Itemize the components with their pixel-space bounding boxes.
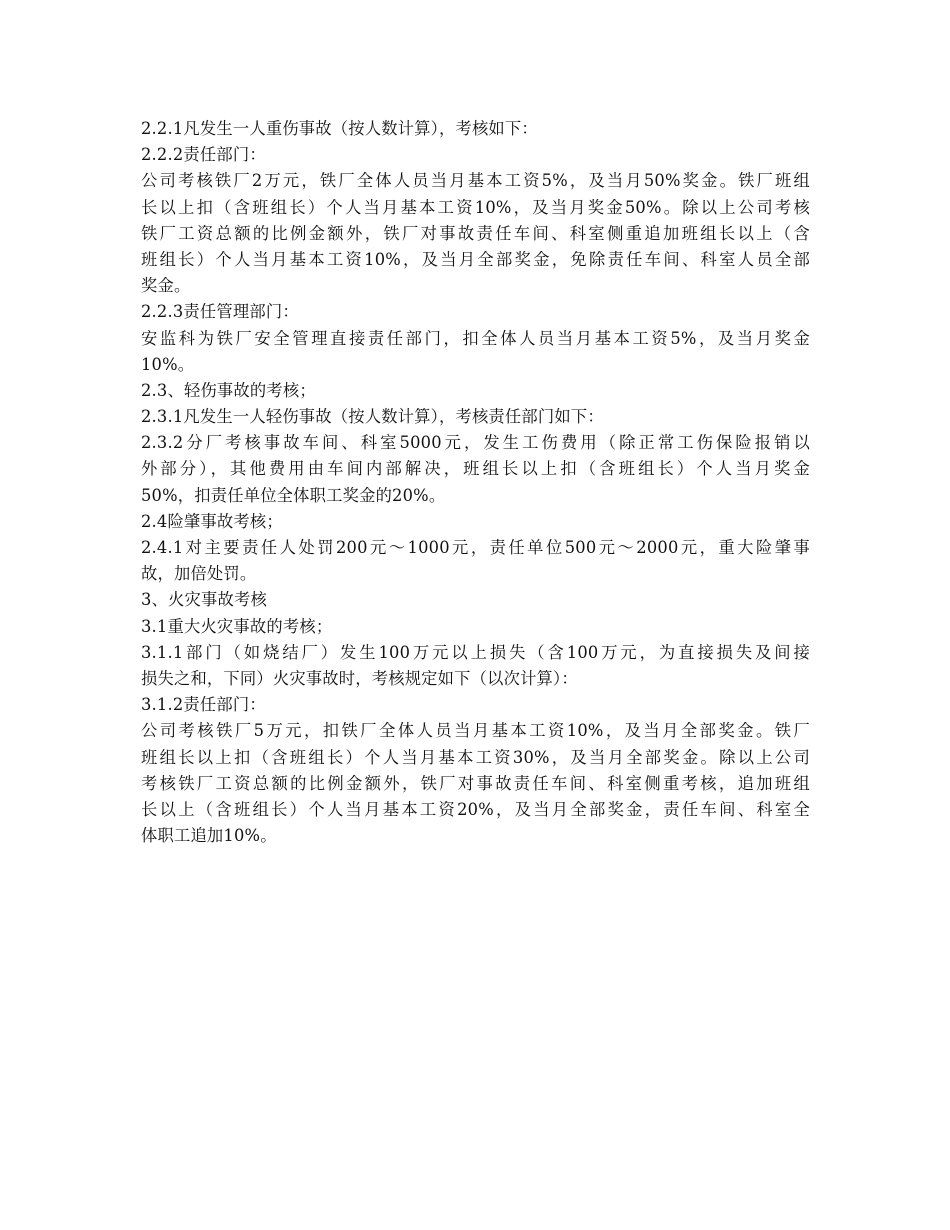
text-line: 体职工追加10%。 [141, 826, 277, 846]
text-line: 2.3.1凡发生一人轻伤事故（按人数计算），考核责任部门如下： [141, 407, 604, 427]
text-line: 2.3、轻伤事故的考核； [141, 380, 316, 400]
text-line: 2.4.1对主要责任人处罚200元～1000元，责任单位500元～2000元，重大险肇事 [141, 538, 810, 557]
text-line: 安监科为铁厂安全管理直接责任部门，扣全体人员当月基本工资5%，及当月奖金 [141, 328, 810, 348]
text-line: 奖金。 [141, 276, 191, 296]
text-line: 长以上扣（含班组长）个人当月基本工资10%，及当月奖金50%。除以上公司考核 [141, 197, 810, 217]
text-line: 长以上（含班组长）个人当月基本工资20%，及当月全部奖金，责任车间、科室全 [141, 799, 810, 819]
text-line: 班组长）个人当月基本工资10%，及当月全部奖金，免除责任车间、科室人员全部 [141, 249, 810, 269]
text-line: 3.1.1部门（如烧结厂）发生100万元以上损失（含100万元，为直接损失及间接 [141, 642, 810, 662]
text-line: 10%。 [141, 354, 195, 374]
text-line: 2.2.1凡发生一人重伤事故（按人数计算），考核如下： [141, 119, 538, 138]
text-line: 故，加倍处罚。 [141, 564, 257, 584]
text-line: 铁厂工资总额的比例金额外，铁厂对事故责任车间、科室侧重追加班组长以上（含 [141, 223, 810, 243]
text-line: 2.4险肇事故考核； [141, 511, 283, 531]
text-line: 公司考核铁厂2万元，铁厂全体人员当月基本工资5%，及当月50%奖金。铁厂班组 [141, 171, 810, 191]
document-body [141, 116, 810, 849]
text-line: 考核铁厂工资总额的比例金额外，铁厂对事故责任车间、科室侧重考核，追加班组 [141, 773, 810, 793]
text-line: 班组长以上扣（含班组长）个人当月基本工资30%，及当月全部奖金。除以上公司 [141, 747, 810, 767]
text-line: 2.3.2分厂考核事故车间、科室5000元，发生工伤费用（除正常工伤保险报销以 [141, 433, 810, 453]
text-line: 3、火灾事故考核 [141, 590, 267, 610]
text-line: 2.2.3责任管理部门： [141, 302, 299, 322]
text-line: 外部分），其他费用由车间内部解决，班组长以上扣（含班组长）个人当月奖金 [141, 459, 810, 479]
text-line: 3.1重大火灾事故的考核； [141, 616, 333, 636]
text-line: 3.1.2责任部门： [141, 695, 266, 715]
text-line: 公司考核铁厂5万元，扣铁厂全体人员当月基本工资10%，及当月全部奖金。铁厂 [141, 721, 810, 741]
text-line: 2.2.2责任部门： [141, 145, 266, 165]
text-line: 50%，扣责任单位全体职工奖金的20%。 [141, 485, 446, 505]
text-line: 损失之和，下同）火灾事故时，考核规定如下（以次计算）： [141, 668, 578, 688]
